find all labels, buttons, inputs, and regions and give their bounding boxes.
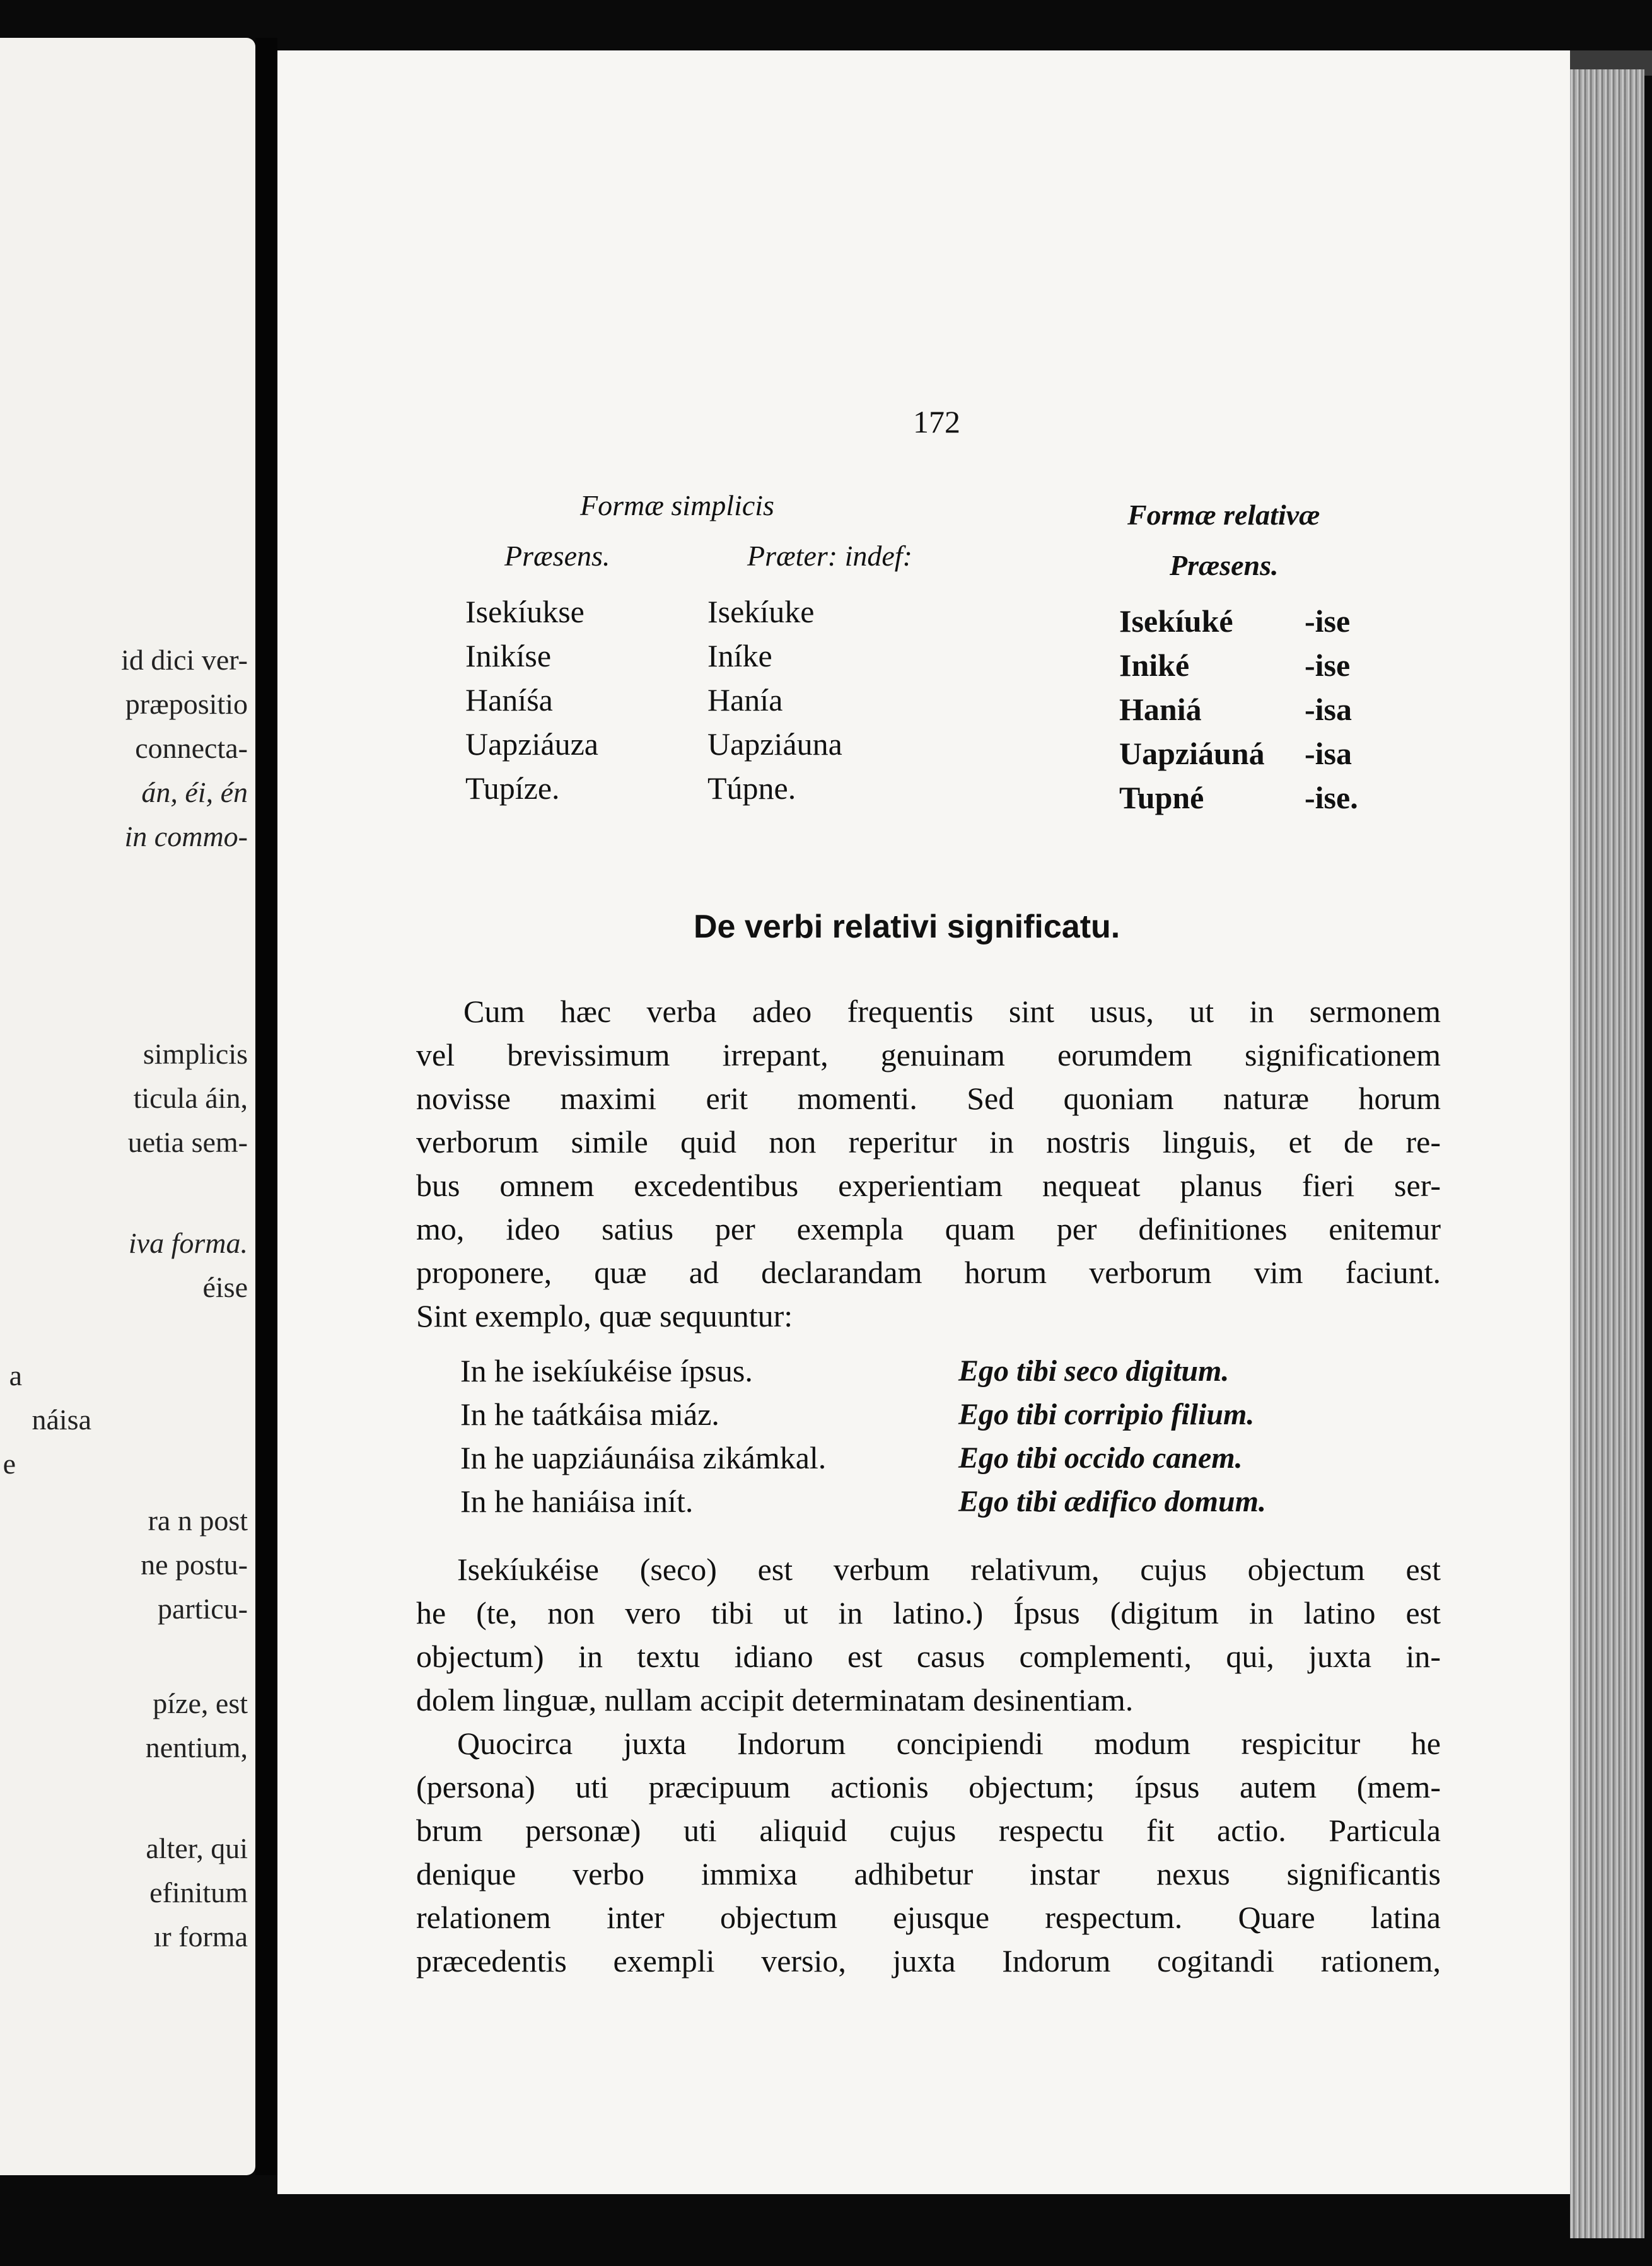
- verb-form: Isekíuke: [707, 594, 815, 629]
- verb-form: Hanía: [707, 682, 783, 718]
- left-page-line: náisa: [32, 1403, 91, 1436]
- verb-form: Haniá: [1119, 692, 1202, 727]
- examples-dakota: [460, 1349, 826, 1523]
- left-page-line: particu-: [157, 1593, 248, 1625]
- text-line: Sint exemplo, quæ sequuntur:: [416, 1298, 793, 1333]
- text-line: præcedentis exempli versio, juxta Indorum cogitandi rationem,: [416, 1943, 1441, 1978]
- verb-suffix: -ise: [1305, 603, 1351, 639]
- example-dakota: In he isekíukéise ípsus.: [460, 1353, 753, 1388]
- verb-suffix: -ise.: [1305, 780, 1358, 815]
- text-line: verborum simile quid non reperitur in nostris linguis, et de re-: [416, 1124, 1441, 1159]
- example-dakota: In he taátkáisa miáz.: [460, 1397, 719, 1432]
- verb-form: Isekíukse: [465, 594, 585, 629]
- verb-form: Haníśa: [465, 682, 553, 718]
- paragraph-1: [416, 990, 1441, 1338]
- paragraph-2: [416, 1548, 1441, 1722]
- text-line: dolem linguæ, nullam accipit determinatam desinentiam.: [416, 1682, 1134, 1717]
- text-line: novisse maximi erit momenti. Sed quoniam naturæ horum: [416, 1081, 1441, 1116]
- examples-latin: [958, 1349, 1266, 1523]
- heading-formae-simplicis: Formæ simplicis: [580, 489, 774, 521]
- relativa-row: [1119, 731, 1371, 776]
- verb-form: Tupíze.: [465, 770, 560, 806]
- left-page-line: alter, qui: [146, 1832, 248, 1864]
- page-number: 172: [913, 404, 960, 439]
- verb-suffix: -isa: [1305, 736, 1352, 771]
- verb-form: Tupné: [1119, 780, 1204, 815]
- relativa-row: [1119, 599, 1371, 643]
- heading-praeter-indef: Præter: indef:: [747, 540, 912, 572]
- heading-formae-relativae: Formæ relativæ: [1127, 499, 1320, 531]
- verb-form: Uapziáuza: [465, 726, 598, 762]
- left-page-line: uetia sem-: [127, 1126, 248, 1158]
- relativa-row: [1119, 643, 1371, 687]
- text-line: objectum) in textu idiano est casus complementi, qui, juxta in-: [416, 1639, 1441, 1674]
- example-latin: Ego tibi corripio filium.: [958, 1398, 1255, 1431]
- relativa-row: [1119, 687, 1371, 731]
- left-page-line: a: [9, 1359, 22, 1392]
- left-page-line: e: [3, 1448, 16, 1480]
- text-line: bus omnem excedentibus experientiam nequeat planus fieri ser-: [416, 1168, 1441, 1203]
- verb-form: Túpne.: [707, 770, 796, 806]
- left-page-line: in commo-: [124, 820, 248, 852]
- praesens-simplex-column: [465, 590, 598, 810]
- left-page-line: éise: [202, 1271, 248, 1303]
- relativa-column: [1119, 599, 1371, 820]
- text-line: mo, ideo satius per exempla quam per definitiones enitemur: [416, 1211, 1441, 1246]
- example-latin: Ego tibi seco digitum.: [958, 1354, 1230, 1388]
- text-line: he (te, non vero tibi ut in latino.) Ípsus (digitum in latino est: [416, 1595, 1441, 1630]
- left-page-line: præpositio: [125, 688, 248, 720]
- left-page-line: ra n post: [148, 1504, 248, 1537]
- left-page-line: efinitum: [149, 1876, 248, 1909]
- left-page-line: ticula áin,: [133, 1082, 248, 1114]
- example-latin: Ego tibi ædifico domum.: [958, 1485, 1267, 1518]
- text-line: Isekíukéise (seco) est verbum relativum, cujus objectum est: [457, 1552, 1441, 1587]
- verb-suffix: -isa: [1305, 692, 1352, 727]
- book-gutter: [255, 38, 277, 2175]
- page-stack-edges: [1570, 69, 1644, 2238]
- verb-suffix: -ise: [1305, 648, 1351, 683]
- verb-form: Inikíse: [465, 638, 552, 673]
- verb-form: Isekíuké: [1119, 603, 1233, 639]
- left-page-line: ne postu-: [141, 1548, 248, 1581]
- text-line: (persona) uti præcipuum actionis objectum; ípsus autem (mem-: [416, 1769, 1441, 1804]
- section-title: De verbi relativi significatu.: [694, 909, 1120, 945]
- paragraph-3: [416, 1722, 1441, 1983]
- heading-praesens-relativa: Præsens.: [1170, 549, 1279, 581]
- left-page-line: án, éi, én: [141, 776, 248, 808]
- left-page-line: ır forma: [153, 1920, 248, 1953]
- left-page-line: píze, est: [153, 1687, 248, 1719]
- text-line: vel brevissimum irrepant, genuinam eorumdem significationem: [416, 1037, 1441, 1072]
- left-page-line: id dici ver-: [121, 644, 248, 676]
- left-page-line: simplicis: [143, 1038, 248, 1070]
- text-line: proponere, quæ ad declarandam horum verborum vim faciunt.: [416, 1255, 1441, 1290]
- example-dakota: In he uapziáunáisa zikámkal.: [460, 1440, 827, 1475]
- verb-form: Uapziáuná: [1119, 736, 1265, 771]
- left-page-line: iva forma.: [128, 1227, 248, 1259]
- left-page-line: nentium,: [145, 1731, 248, 1763]
- example-latin: Ego tibi occido canem.: [958, 1441, 1243, 1475]
- example-dakota: In he haniáisa inít.: [460, 1484, 694, 1519]
- verb-form: Iniké: [1119, 648, 1190, 683]
- text-line: brum personæ) uti aliquid cujus respectu fit actio. Particula: [416, 1813, 1441, 1848]
- text-line: Quocirca juxta Indorum concipiendi modum respicitur he: [457, 1726, 1441, 1761]
- text-line: relationem inter objectum ejusque respectum. Quare latina: [416, 1900, 1441, 1935]
- verb-form: Uapziáuna: [707, 726, 842, 762]
- relativa-row: [1119, 776, 1371, 820]
- text-line: Cum hæc verba adeo frequentis sint usus, ut in sermonem: [463, 994, 1441, 1029]
- text-line: denique verbo immixa adhibetur instar nexus significantis: [416, 1856, 1441, 1891]
- praeter-indef-column: [707, 590, 842, 810]
- left-page-line: connecta-: [135, 732, 248, 764]
- heading-praesens: Præsens.: [504, 540, 610, 572]
- verb-form: Iníke: [707, 638, 772, 673]
- left-facing-page: [0, 38, 255, 2175]
